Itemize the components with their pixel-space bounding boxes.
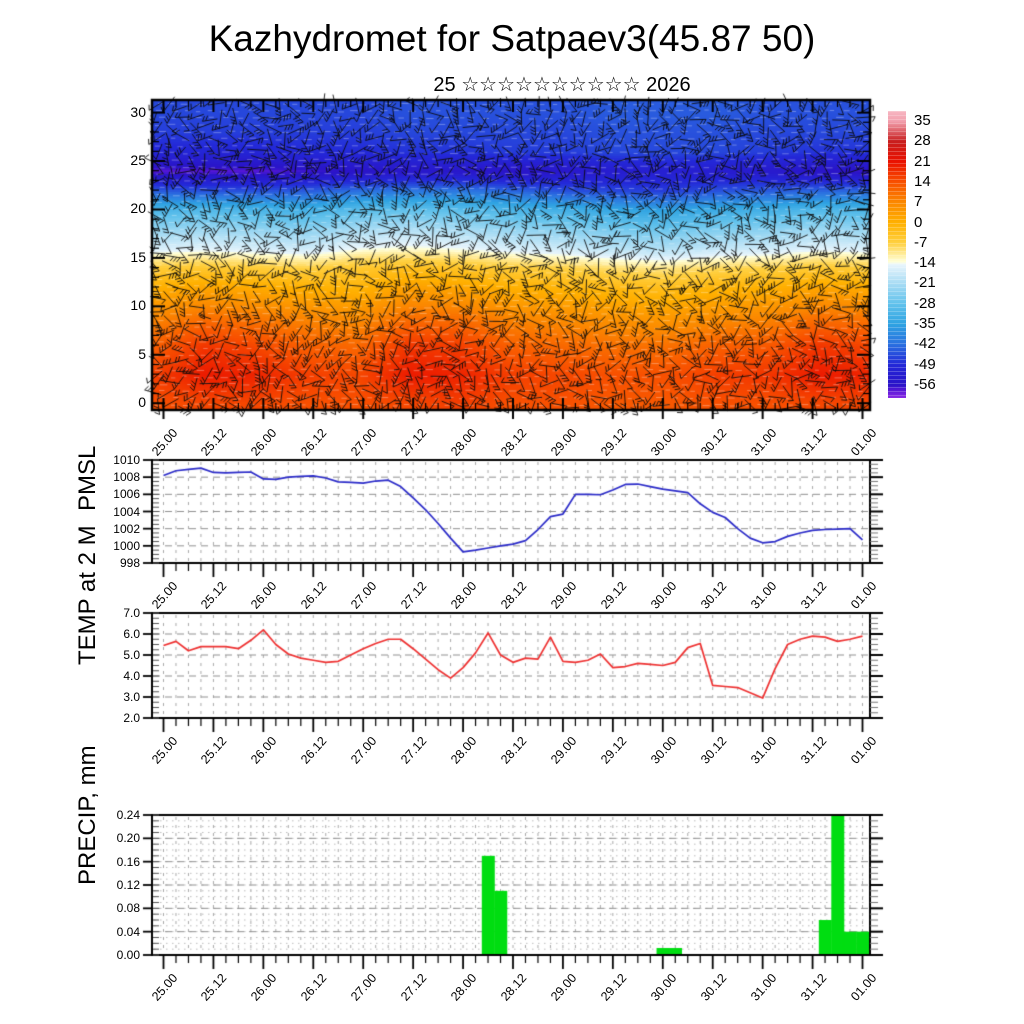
cross-section-ytick-label: 20	[130, 200, 146, 217]
cross-section-ytick-label: 0	[138, 394, 146, 411]
x-tick-label: 01.00	[847, 579, 879, 612]
x-tick-label: 27.12	[398, 579, 430, 612]
panel-ytick-label: 3.0	[123, 690, 140, 704]
cross-section-ytick-label: 15	[130, 248, 146, 265]
x-tick-label: 31.12	[797, 734, 829, 767]
colorbar-tick-label: 21	[914, 152, 931, 170]
colorbar-tick-label: -28	[914, 294, 936, 312]
x-tick-label: 28.00	[448, 734, 480, 767]
x-tick-label: 26.12	[298, 579, 330, 612]
x-tick-label: 28.00	[448, 426, 480, 459]
x-tick-label: 28.12	[498, 579, 530, 612]
panel-ytick-label: 5.0	[123, 648, 140, 662]
x-tick-label: 31.00	[747, 971, 780, 1004]
x-tick-label: 28.12	[498, 734, 530, 767]
cross-section-ytick-label: 30	[130, 103, 146, 120]
panel-ytick-label: 1004	[113, 504, 140, 519]
x-tick-label: 29.00	[547, 426, 580, 459]
panel-ytick-label: 1000	[113, 538, 140, 553]
x-tick-label: 29.12	[597, 971, 630, 1004]
panel-ytick-label: 0.24	[116, 808, 140, 822]
x-tick-label: 25.00	[148, 579, 180, 612]
chart-subtitle: 25 ☆☆☆☆☆☆☆☆☆☆ 2026	[433, 74, 691, 96]
x-tick-label: 27.00	[348, 579, 380, 612]
colorbar-tick-label: 14	[914, 173, 931, 191]
panel-ytick-label: 1010	[113, 453, 140, 467]
x-tick-label: 26.00	[248, 734, 280, 767]
colorbar-tick-label: -21	[914, 274, 936, 292]
x-tick-label: 28.12	[498, 426, 530, 459]
x-tick-label: 25.12	[198, 971, 230, 1004]
x-tick-label: 25.12	[198, 426, 230, 459]
x-tick-label: 27.12	[398, 971, 430, 1004]
x-tick-label: 27.12	[398, 734, 430, 767]
cross-section-ytick-label: 10	[130, 297, 146, 314]
x-tick-label: 26.12	[298, 971, 330, 1004]
x-tick-label: 29.12	[597, 734, 630, 767]
panel-ytick-label: 0.20	[116, 831, 140, 846]
x-tick-label: 29.00	[547, 971, 580, 1004]
cross-section-panel	[152, 100, 870, 410]
panel-ytick-label: 2.0	[123, 711, 140, 725]
colorbar-tick-label: -14	[914, 254, 936, 272]
colorbar-tick-label: -49	[914, 355, 936, 373]
x-tick-label: 29.12	[597, 579, 630, 612]
x-tick-label: 28.00	[448, 971, 480, 1004]
x-tick-label: 25.12	[198, 734, 230, 767]
x-tick-label: 01.00	[847, 971, 879, 1004]
x-tick-label: 31.00	[747, 579, 780, 612]
x-tick-label: 31.12	[797, 579, 829, 612]
x-tick-label: 26.00	[248, 426, 280, 459]
x-tick-label: 26.12	[298, 734, 330, 767]
panel-ytick-label: 0.12	[116, 878, 140, 892]
colorbar-tick-label: -42	[914, 335, 936, 353]
x-tick-label: 28.00	[448, 579, 480, 612]
x-tick-label: 26.00	[248, 579, 280, 612]
x-tick-label: 30.12	[697, 579, 730, 612]
panel-ytick-label: 0.00	[116, 948, 140, 962]
x-tick-label: 29.00	[547, 579, 580, 612]
panel-ytick-label: 7.0	[123, 606, 140, 620]
x-tick-label: 29.00	[547, 734, 580, 767]
x-tick-label: 31.00	[747, 426, 780, 459]
colorbar-tick-label: -56	[914, 375, 936, 393]
panel-ytick-label: 1006	[113, 487, 140, 502]
colorbar	[888, 111, 906, 398]
colorbar-tick-label: 7	[914, 193, 923, 211]
panel-ytick-label: 0.04	[116, 924, 140, 939]
colorbar-tick-label: 35	[914, 112, 931, 130]
x-tick-label: 27.00	[348, 971, 380, 1004]
x-tick-label: 27.00	[348, 734, 380, 767]
colorbar-tick-label: 28	[914, 132, 931, 150]
x-tick-label: 25.00	[148, 734, 180, 767]
page-title: Kazhydromet for Satpaev3(45.87 50)	[208, 18, 816, 59]
panel-ytick-label: 0.16	[116, 854, 140, 869]
x-tick-label: 30.12	[697, 734, 730, 767]
panel-ytick-label: 4.0	[123, 669, 140, 683]
x-tick-label: 29.12	[597, 426, 630, 459]
colorbar-tick-label: 0	[914, 213, 923, 231]
precip-panel	[152, 815, 870, 955]
x-tick-label: 25.12	[198, 579, 230, 612]
x-tick-label: 31.12	[797, 971, 829, 1004]
temp-panel	[152, 613, 870, 718]
panel-ytick-label: 998	[119, 556, 140, 570]
x-tick-label: 30.00	[647, 426, 680, 459]
colorbar-tick-label: -35	[914, 315, 936, 333]
x-tick-label: 30.00	[647, 579, 680, 612]
x-tick-label: 27.00	[348, 426, 380, 459]
panel-ytick-label: 1002	[113, 521, 140, 536]
x-tick-label: 26.00	[248, 971, 280, 1004]
pmsl-panel	[152, 460, 870, 563]
x-tick-label: 27.12	[398, 426, 430, 459]
x-tick-label: 26.12	[298, 426, 330, 459]
x-tick-label: 31.00	[747, 734, 780, 767]
panel-ytick-label: 1008	[113, 470, 140, 485]
cross-section-ytick-label: 25	[130, 152, 146, 169]
cross-section-ytick-label: 5	[138, 345, 146, 362]
x-tick-label: 30.00	[647, 971, 680, 1004]
x-tick-label: 25.00	[148, 971, 180, 1004]
panel-ytick-label: 0.08	[116, 901, 140, 916]
x-tick-label: 30.12	[697, 971, 730, 1004]
x-tick-label: 28.12	[498, 971, 530, 1004]
colorbar-tick-label: -7	[914, 233, 928, 251]
x-tick-label: 01.00	[847, 426, 879, 459]
x-tick-label: 01.00	[847, 734, 879, 767]
x-tick-label: 31.12	[797, 426, 829, 459]
x-tick-label: 25.00	[148, 426, 180, 459]
panel-ytick-label: 6.0	[123, 627, 140, 641]
x-tick-label: 30.00	[647, 734, 680, 767]
x-tick-label: 30.12	[697, 426, 730, 459]
